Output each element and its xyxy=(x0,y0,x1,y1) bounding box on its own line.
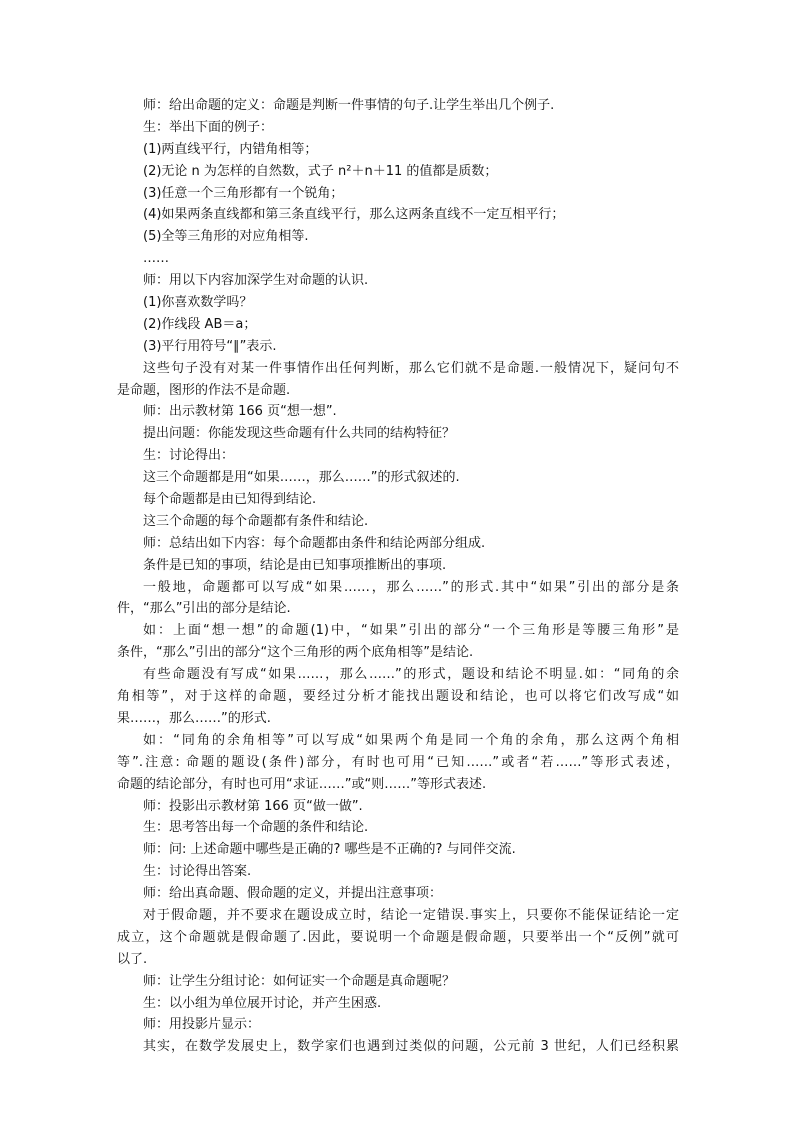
text-line: 等”.注意: 命题的题设(条件)部分，有时也可用“已知……”或者“若……”等形式表述， xyxy=(117,754,679,770)
text-line: 生：以小组为单位展开讨论，并产生困惑. xyxy=(143,995,382,1011)
text-line: 生：举出下面的例子： xyxy=(143,119,274,135)
text-line: 角相等”，对于这样的命题，要经过分析才能找出题设和结论，也可以将它们改写成“如 xyxy=(117,689,679,705)
text-line: 条件是已知的事项，结论是由已知事项推断出的事项. xyxy=(143,557,447,573)
text-line: 生：讨论得出答案. xyxy=(143,864,252,880)
text-line: 这三个命题都是用“如果……，那么……”的形式叙述的. xyxy=(143,470,460,486)
text-line: 提出问题：你能发现这些命题有什么共同的结构特征？ xyxy=(143,426,456,442)
text-line: (2)无论 n 为怎样的自然数，式子 n²＋n＋11 的值都是质数； xyxy=(143,163,498,179)
text-line: 师：给出命题的定义：命题是判断一件事情的句子.让学生举出几个例子. xyxy=(143,98,555,113)
text-line: 如：“同角的余角相等”可以写成“如果两个角是同一个角的余角，那么这两个角相 xyxy=(143,732,679,748)
text-line: 生：思考答出每一个命题的条件和结论. xyxy=(143,820,369,836)
text-line: 条件，“那么”引出的部分“这个三角形的两个底角相等”是结论. xyxy=(117,645,474,661)
text-line: (3)任意一个三角形都有一个锐角； xyxy=(143,185,344,201)
text-line: …… xyxy=(143,251,169,267)
text-line: 师：出示教材第 166 页“想一想”. xyxy=(143,404,337,420)
text-line: (4)如果两条直线都和第三条直线平行，那么这两条直线不一定互相平行； xyxy=(143,207,565,223)
text-line: (1)你喜欢数学吗？ xyxy=(143,295,253,311)
text-line: 师：投影出示教材第 166 页“做一做”. xyxy=(143,798,363,814)
text-line: 师：让学生分组讨论：如何证实一个命题是真命题呢？ xyxy=(143,973,456,989)
text-line: 一般地，命题都可以写成“如果……，那么……”的形式.其中“如果”引出的部分是条 xyxy=(143,579,679,595)
text-line: 这些句子没有对某一件事情作出任何判断，那么它们就不是命题.一般情况下，疑问句不 xyxy=(143,360,679,376)
text-line: 师：问: 上述命题中哪些是正确的? 哪些是不正确的? 与同伴交流. xyxy=(143,842,516,858)
text-line: 师：总结出如下内容：每个命题都由条件和结论两部分组成. xyxy=(143,535,486,551)
text-line: 师：给出真命题、假命题的定义，并提出注意事项： xyxy=(143,886,443,902)
text-line: 师：用投影片显示： xyxy=(143,1017,261,1033)
text-line: 成立，这个命题就是假命题了.因此，要说明一个命题是假命题，只要举出一个“反例”就可 xyxy=(117,929,679,945)
text-line: 对于假命题，并不要求在题设成立时，结论一定错误.事实上，只要你不能保证结论一定 xyxy=(143,907,679,923)
text-line: 有些命题没有写成“如果……，那么……”的形式，题设和结论不明显.如：“同角的余 xyxy=(143,667,679,683)
text-line: 件，“那么”引出的部分是结论. xyxy=(117,601,291,617)
text-line: 以了. xyxy=(117,951,148,967)
text-line: (5)全等三角形的对应角相等. xyxy=(143,229,309,245)
text-line: 是命题，图形的作法不是命题. xyxy=(117,382,291,398)
text-line: 生：讨论得出： xyxy=(143,448,235,464)
text-line: 果……，那么……”的形式. xyxy=(117,710,271,726)
text-line: 如：上面“想一想”的命题(1)中，“如果”引出的部分“一个三角形是等腰三角形”是 xyxy=(143,623,679,639)
text-line: (1)两直线平行，内错角相等； xyxy=(143,141,318,157)
document-body xyxy=(117,95,679,1058)
text-line: 这三个命题的每个命题都有条件和结论. xyxy=(143,513,369,529)
text-line: 每个命题都是由已知得到结论. xyxy=(143,492,317,508)
text-line: (2)作线段 AB＝a； xyxy=(143,316,257,332)
text-line: 命题的结论部分，有时也可用“求证……”或“则……”等形式表述. xyxy=(117,776,487,792)
text-line: 其实，在数学发展史上，数学家们也遇到过类似的问题，公元前 3 世纪，人们已经积累 xyxy=(143,1039,679,1055)
text-line: (3)平行用符号“∥”表示. xyxy=(143,338,277,354)
text-line: 师：用以下内容加深学生对命题的认识. xyxy=(143,273,369,289)
